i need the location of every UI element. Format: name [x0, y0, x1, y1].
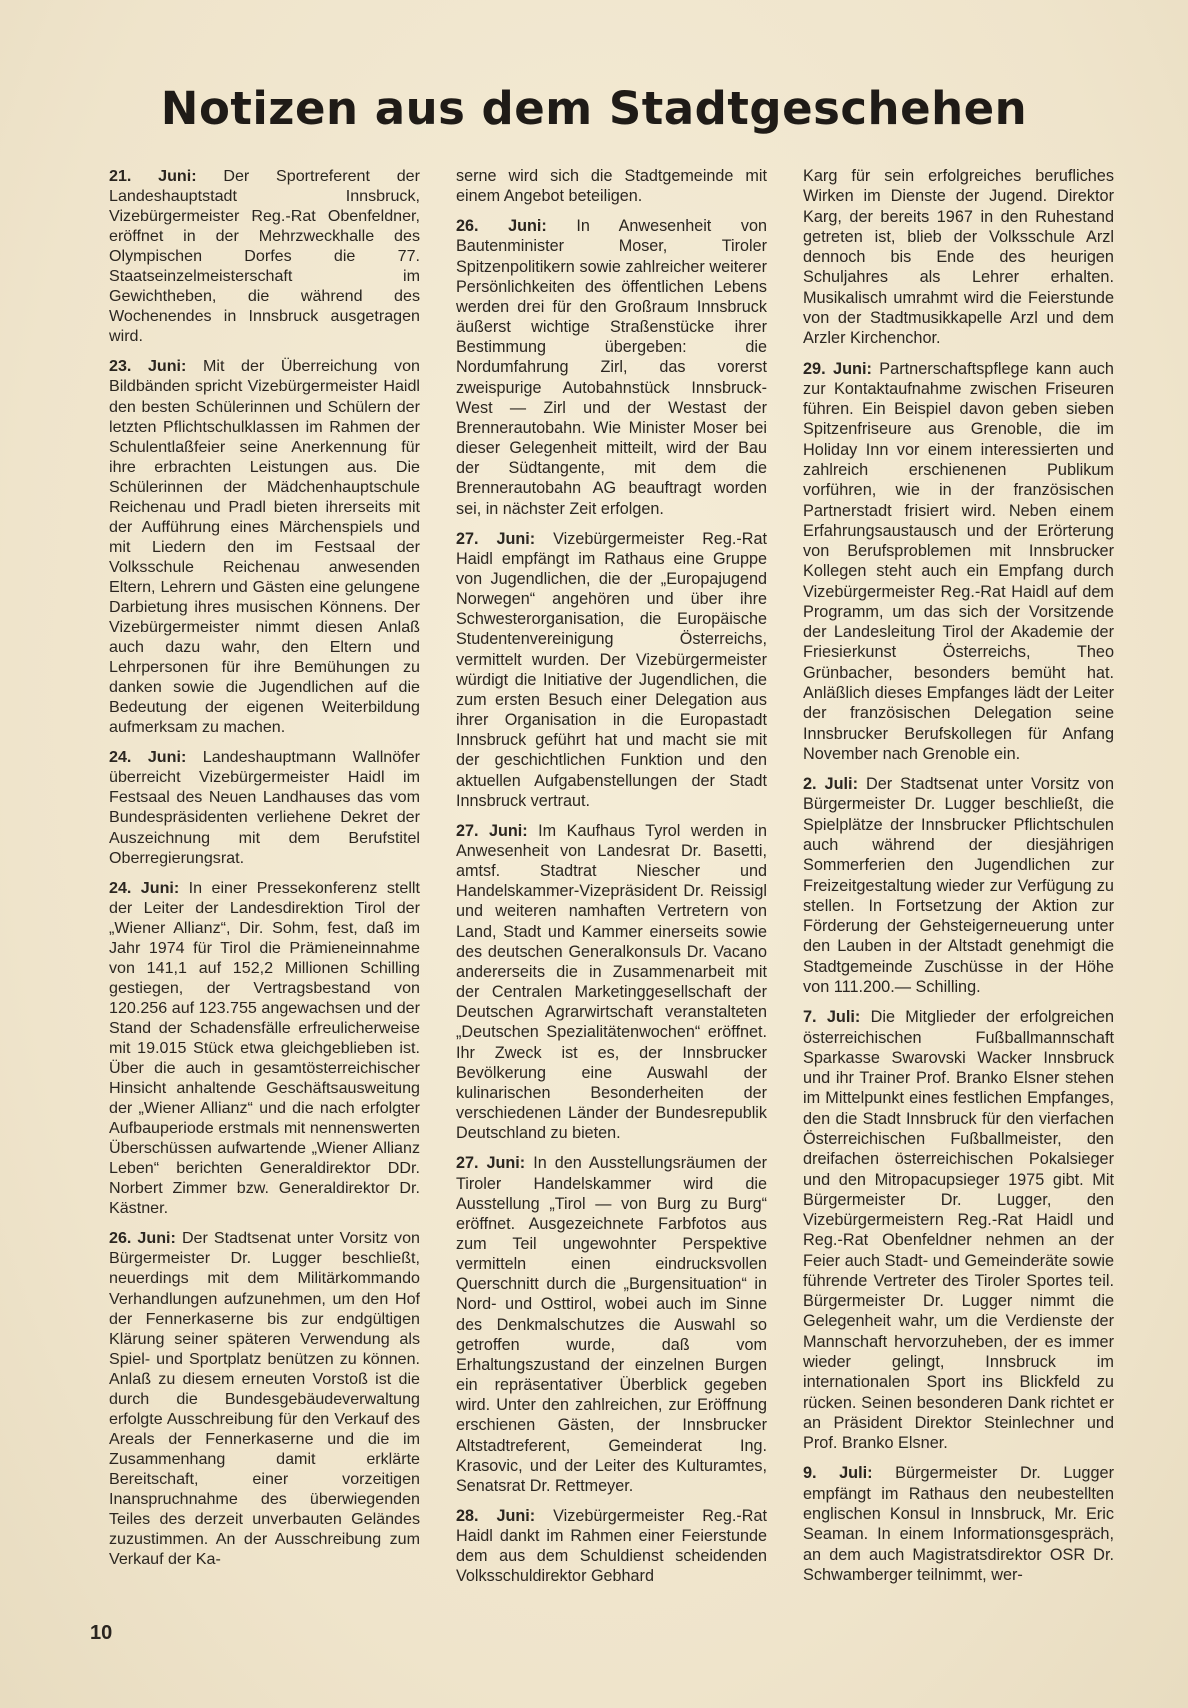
- news-item: [456, 821, 767, 1144]
- news-item: [456, 529, 767, 811]
- news-item: [456, 1153, 767, 1496]
- item-date: 21. Juni:: [109, 167, 197, 185]
- news-item: [456, 166, 767, 206]
- item-date: 24. Juni:: [109, 878, 180, 897]
- item-text: Vizebürgermeister Reg.-Rat Haidl empfängt im Rathaus eine Gruppe von Jugendlichen, die der „Europajugend Norwegen“ angehören und über ihre Schwesterorganisation, die Europäische Studentenvereinigung Österreichs, vermittelt wurden. Der Vizebürgermeister würdigt die Initiative der Jugendlichen, die zum ersten Besuch einer Delegation aus ihrer Organisation in die Europastadt Innsbruck geführt hat und macht sie mit der geschichtlichen Funktion und den aktuellen Aufgabenstellungen der Stadt Innsbruck vertraut.: [456, 529, 767, 810]
- item-date: 29. Juni:: [803, 359, 872, 378]
- item-date: 26. Juni:: [109, 1229, 176, 1248]
- page-title: Notizen aus dem Stadtgeschehen: [160, 82, 1028, 135]
- news-item: [803, 166, 1114, 349]
- item-text: Mit der Überreichung von Bildbänden spricht Vizebürgermeister Haidl den besten Schülerinnen und Schülern der letzten Pflichtschulklassen im Rahmen der Schulentlaßfeier seine Anerkennung für ihre erbrachten Leistungen aus. Die Schülerinnen der Mädchenhauptschule Reichenau und Pradl bieten ihrerseits mit der Aufführung eines Märchenspiels und mit Liedern den im Festsaal der Volksschule Reichenau anwesenden Eltern, Lehrern und Gästen eine gelungene Darbietung ihres musischen Könnens. Der Vizebürgermeister nimmt diesen Anlaß auch dazu wahr, den Eltern und Lehrpersonen für ihre Bemühungen zu danken sowie die Jugendlichen auf die Bedeutung der eigenen Weiterbildung aufmerksam zu machen.: [109, 357, 420, 737]
- news-item: [803, 359, 1114, 765]
- column-2: [456, 166, 767, 1597]
- item-date: 27. Juni:: [456, 529, 536, 548]
- item-date: 23. Juni:: [109, 357, 187, 376]
- item-date: 28. Juni:: [456, 1507, 536, 1525]
- news-item: [456, 1506, 767, 1587]
- item-date: 27. Juni:: [456, 821, 528, 840]
- news-item: [109, 747, 420, 867]
- item-date: 24. Juni:: [109, 748, 187, 767]
- item-text: In einer Pressekonferenz stellt der Leiter der Landesdirektion Tirol der „Wiener Allianz“, Dir. Sohm, fest, daß im Jahr 1974 für Tirol die Prämieneinnahme von 141,1 auf 152,2 Millionen Schilling gestiegen, der Vertragsbestand von 120.256 auf 123.755 angewachsen und der Stand der Schadensfälle erfreulicherweise mit 19.015 Stück etwa gleichgeblieben ist. Über die auch in gesamtösterreichischer Hinsicht anhaltende Geschäftsausweitung der „Wiener Allianz“ und die nach erfolgter Aufbauperiode erstmals mit nennenswerten Überschüssen aufwartende „Wiener Allianz Leben“ berichten Generaldirektor DDr. Norbert Zimmer bzw. Generaldirektor Dr. Kästner.: [109, 878, 420, 1218]
- news-item: [109, 166, 420, 346]
- news-item: [456, 216, 767, 518]
- item-text: Der Sportreferent der Landeshauptstadt Innsbruck, Vizebürgermeister Reg.-Rat Obenfeldner, eröffnet in der Mehrzweckhalle des Olympischen Dorfes die 77. Staatseinzelmeisterschaft im Gewichtheben, die während des Wochenendes in Innsbruck ausgetragen wird.: [109, 167, 420, 346]
- item-date: 7. Juli:: [803, 1008, 861, 1027]
- item-date: 27. Juni:: [456, 1154, 526, 1173]
- news-item: [109, 878, 420, 1219]
- news-item: [803, 774, 1114, 997]
- item-text: In Anwesenheit von Bautenminister Moser, Tiroler Spitzenpolitikern sowie zahlreicher weiterer Persönlichkeiten des öffentlichen Lebens werden drei für den Großraum Innsbruck äußerst wichtige Straßenstücke ihrer Bestimmung übergeben: die Nordumfahrung Zirl, das vorerst zweispurige Autobahnstück Innsbruck-West — Zirl und der Westast der Brennerautobahn. Wie Minister Moser bei dieser Gelegenheit mitteilt, wird der Bau der Südtangente, mit dem die Brennerautobahn AG beauftragt worden sei, in nächster Zeit erfolgen.: [456, 217, 767, 518]
- item-text: Bürgermeister Dr. Lugger empfängt im Rathaus den neubestellten englischen Konsul in Innsbruck, Mr. Eric Seaman. In einem Informationsgespräch, an dem auch Magistratsdirektor OSR Dr. Schwamberger teilnimmt, wer-: [803, 1464, 1115, 1584]
- news-item: [803, 1007, 1114, 1453]
- item-text: Der Stadtsenat unter Vorsitz von Bürgermeister Dr. Lugger beschließt, die Spielplätze der Innsbrucker Pflichtschulen auch während der diesjährigen Sommerferien den Jugendlichen zur Freizeitgestaltung wieder zur Verfügung zu stellen. In Fortsetzung der Aktion zur Förderung der Gehsteigerneuerung unter den Lauben in der Altstadt genehmigt die Stadtgemeinde Zuschüsse in der Höhe von 111.200.— Schilling.: [803, 775, 1115, 996]
- item-date: 26. Juni:: [456, 217, 547, 236]
- column-1: [109, 166, 420, 1579]
- item-text: Karg für sein erfolgreiches berufliches Wirken im Dienste der Jugend. Direktor Karg, der bereits 1967 in den Ruhestand getreten ist, blieb der Volksschule Arzl dennoch bis Ende des heurigen Schuljahres als Lehrer erhalten. Musikalisch umrahmt wird die Feierstunde von der Stadtmusikkapelle Arzl und dem Arzler Kirchenchor.: [803, 167, 1114, 348]
- item-text: In den Ausstellungsräumen der Tiroler Handelskammer wird die Ausstellung „Tirol — von Burg zu Burg“ eröffnet. Ausgezeichnete Farbfotos aus zum Teil ungewohnter Perspektive vermitteln einen eindrucksvollen Querschnitt durch die „Burgensituation“ in Nord- und Osttirol, wobei auch im Sinne des Denkmalschutzes die Auswahl so getroffen wurde, daß vom Erhaltungszustand der einzelnen Burgen ein repräsentativer Überblick gegeben wird. Unter den zahlreichen, zur Eröffnung erschienen Gästen, der Innsbrucker Altstadtreferent, Gemeinderat Ing. Krasovic, und der Leiter des Kulturamtes, Senatsrat Dr. Rettmeyer.: [456, 1154, 767, 1495]
- item-date: 2. Juli:: [803, 775, 858, 794]
- item-text: Landeshauptmann Wallnöfer überreicht Vizebürgermeister Haidl im Festsaal des Neuen Landhauses das vom Bundespräsidenten verliehene Dekret der Auszeichnung mit dem Berufstitel Oberregierungsrat.: [109, 748, 420, 867]
- item-text: Der Stadtsenat unter Vorsitz von Bürgermeister Dr. Lugger beschließt, neuerdings mit dem Militärkommando Verhandlungen aufzunehmen, um den Hof der Fennerkaserne bis zur endgültigen Klärung seiner späteren Verwendung als Spiel- und Sportplatz benützen zu können. Anlaß zu diesem erneuten Vorstoß ist die durch die Bundesgebäudeverwaltung erfolgte Ausschreibung für den Verkauf des Areals der Fennerkaserne und die im Zusammenhang damit erklärte Bereitschaft, einer vorzeitigen Inanspruchnahme des überwiegenden Teiles des derzeit unverbauten Geländes zuzustimmen. An der Ausschreibung zum Verkauf der Ka-: [109, 1229, 420, 1569]
- news-item: [109, 1228, 420, 1569]
- item-text: serne wird sich die Stadtgemeinde mit einem Angebot beteiligen.: [456, 167, 767, 206]
- item-text: Im Kaufhaus Tyrol werden in Anwesenheit von Landesrat Dr. Basetti, amtsf. Stadtrat Niescher und Handelskammer-Vizepräsident Dr. Reissigl und weiteren namhaften Vertretern von Land, Stadt und Kammer einerseits sowie des deutschen Generalkonsuls Dr. Vacano andererseits die in Zusammenarbeit mit der Centralen Marketinggesellschaft der Deutschen Agrarwirtschaft veranstalteten „Deutschen Spezialitätenwochen“ eröffnet. Ihr Zweck ist es, der Innsbrucker Bevölkerung eine Auswahl der kulinarischen Besonderheiten der verschiedenen Länder der Bundesrepublik Deutschland zu bieten.: [456, 821, 767, 1143]
- column-3: [803, 166, 1114, 1595]
- item-text: Vizebürgermeister Reg.-Rat Haidl dankt im Rahmen einer Feierstunde dem aus dem Schuldienst scheidenden Volksschuldirektor Gebhard: [456, 1507, 767, 1586]
- item-text: Partnerschaftspflege kann auch zur Kontaktaufnahme zwischen Friseuren führen. Ein Beispiel davon geben sieben Spitzenfriseure aus Grenoble, die im Holiday Inn vor einem interessierten und zahlreich erschienenen Publikum vorführen, wie in der französischen Partnerstadt frisiert wird. Neben einem Erfahrungsaustausch und der Erörterung von Berufsproblemen mit Innsbrucker Kollegen steht auch ein Empfang durch Vizebürgermeister Reg.-Rat Haidl auf dem Programm, um das sich der Vorsitzende der Landesleitung Tirol der Akademie der Friesierkunst Österreichs, Theo Grünbacher, besonders bemüht hat. Anläßlich dieses Empfanges lädt der Leiter der französischen Delegation seine Innsbrucker Berufskollegen für Anfang November nach Grenoble ein.: [803, 359, 1114, 763]
- item-text: Die Mitglieder der erfolgreichen österreichischen Fußballmannschaft Sparkasse Swarovski Wacker Innsbruck und ihr Trainer Prof. Branko Elsner stehen im Mittelpunkt eines festlichen Empfanges, den die Stadt Innsbruck für den vierfachen Österreichischen Fußballmeister, den dreifachen österreichischen Pokalsieger und den Mitropacupsieger 1975 gibt. Mit Bürgermeister Dr. Lugger, den Vizebürgermeistern Reg.-Rat Haidl und Reg.-Rat Obenfeldner nehmen an der Feier auch Stadt- und Gemeinderäte sowie führende Vertreter des Tiroler Sportes teil. Bürgermeister Dr. Lugger nimmt die Gelegenheit wahr, um die Verdienste der Mannschaft hervorzuheben, der es immer wieder gelingt, Innsbruck im internationalen Sport ins Blickfeld zu rücken. Seinen besonderen Dank richtet er an Präsident Direktor Steinlechner und Prof. Branko Elsner.: [803, 1008, 1114, 1453]
- news-item: [803, 1463, 1114, 1585]
- news-item: [109, 356, 420, 737]
- page-number: 10: [90, 1622, 113, 1644]
- item-date: 9. Juli:: [803, 1464, 873, 1483]
